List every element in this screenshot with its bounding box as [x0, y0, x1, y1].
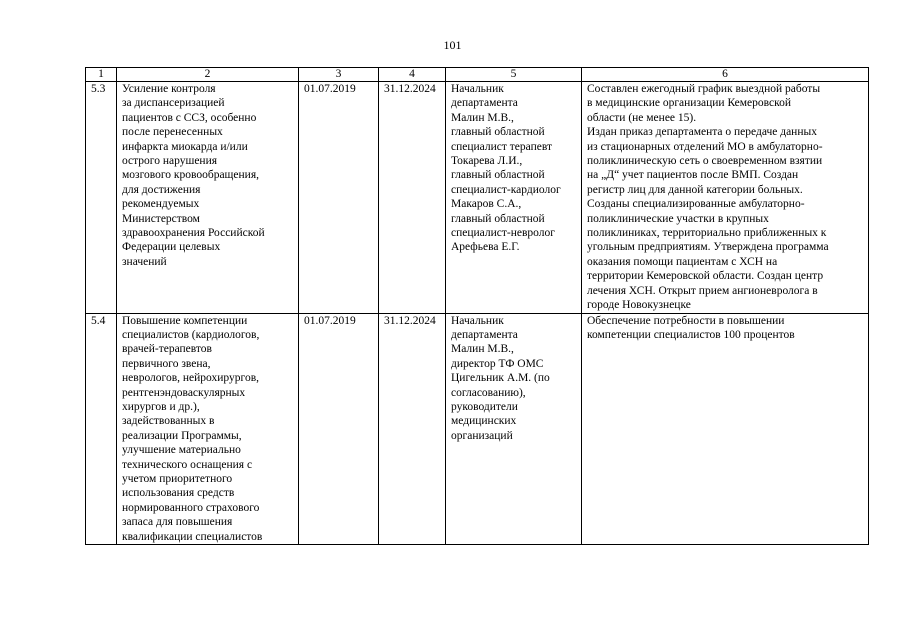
result-cell: Составлен ежегодный график выездной работы в медицинские организации Кемеровской области (не менее 15). Издан приказ департамента о передаче данных из стационарных отделений МО в амбулаторно- поликлиническую сеть о своевременном взятии на „Д“ учет пациентов после ВМП. Создан регистр лиц для данной категории больных. Созданы специализированные амбулаторно- поликлинические участки в крупных поликлиниках, территориально приближенных к угольным предприятиям. Утверждена программа оказания помощи пациентам с ХСН на территории Кемеровской области. Создан центр лечения ХСН. Открыт прием ангионевролога в городе Новокузнецке: [582, 82, 869, 314]
start-date-cell: 01.07.2019: [299, 82, 379, 314]
header-cell-4: 4: [379, 68, 446, 82]
table-row: [86, 313, 869, 545]
row-number: 5.3: [86, 82, 117, 314]
header-cell-5: 5: [446, 68, 582, 82]
header-row: [86, 68, 869, 82]
header-cell-2: 2: [117, 68, 299, 82]
table-row: [86, 82, 869, 314]
measure-cell: Повышение компетенции специалистов (кардиологов, врачей-терапевтов первичного звена, неврологов, нейрохирургов, рентгенэндоваскулярных хирургов и др.), задействованных в реализации Программы, улучшение материально технического оснащения с учетом приоритетного использования средств нормированного страхового запаса для повышения квалификации специалистов: [117, 313, 299, 545]
header-cell-6: 6: [582, 68, 869, 82]
page-number: 101: [443, 38, 462, 52]
measure-cell: Усиление контроля за диспансеризацией пациентов с ССЗ, особенно после перенесенных инфаркта миокарда и/или острого нарушения мозгового кровообращения, для достижения рекомендуемых Министерством здравоохранения Российской Федерации целевых значений: [117, 82, 299, 314]
end-date-cell: 31.12.2024: [379, 82, 446, 314]
measures-table: [85, 67, 869, 545]
end-date-cell: 31.12.2024: [379, 313, 446, 545]
header-cell-3: 3: [299, 68, 379, 82]
responsible-cell: Начальник департамента Малин М.В., главный областной специалист терапевт Токарева Л.И., главный областной специалист-кардиолог Макаров С.А., главный областной специалист-невролог Арефьева Е.Г.: [446, 82, 582, 314]
start-date-cell: 01.07.2019: [299, 313, 379, 545]
result-cell: Обеспечение потребности в повышении компетенции специалистов 100 процентов: [582, 313, 869, 545]
header-cell-1: 1: [86, 68, 117, 82]
row-number: 5.4: [86, 313, 117, 545]
responsible-cell: Начальник департамента Малин М.В., директор ТФ ОМС Цигельник А.М. (по согласованию), руководители медицинских организаций: [446, 313, 582, 545]
